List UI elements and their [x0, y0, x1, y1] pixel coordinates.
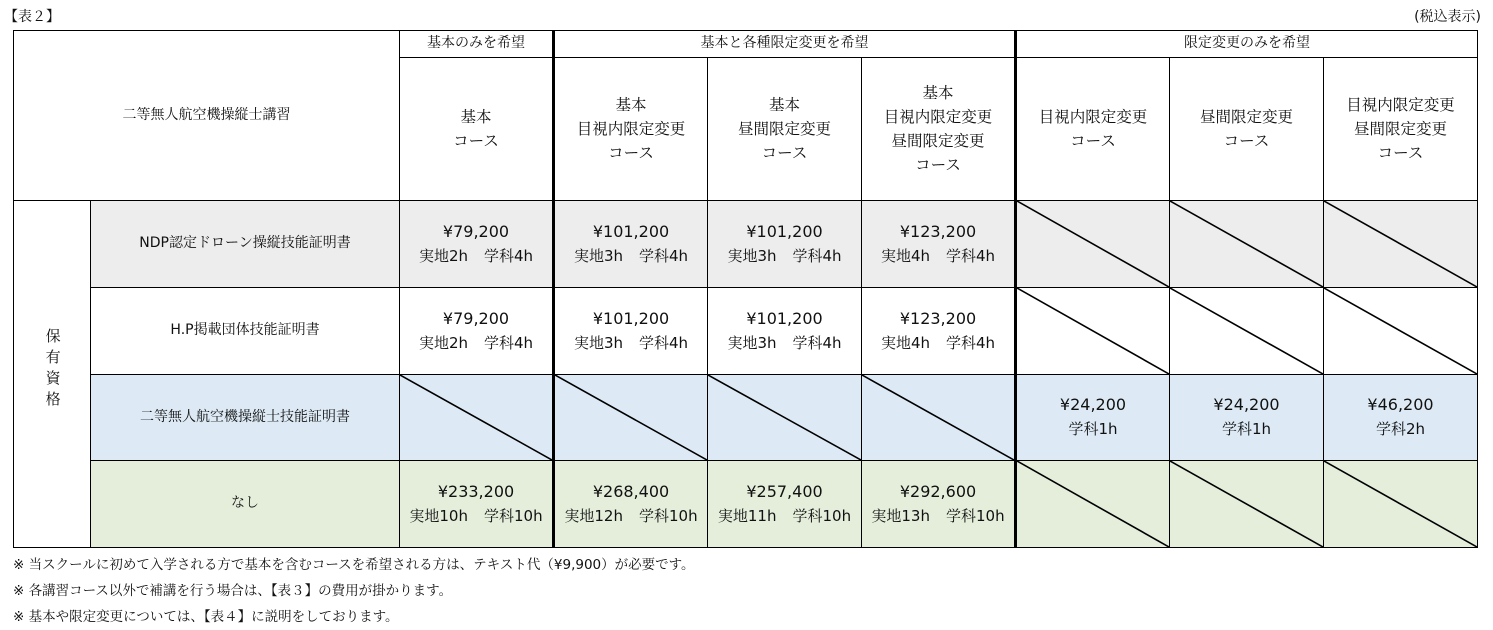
- theory-hours: 学科10h: [792, 506, 852, 525]
- course-header: 目視内限定変更 コース: [1016, 58, 1170, 201]
- theory-hours: 学科1h: [1068, 420, 1118, 439]
- footnote: ※ 当スクールに初めて入学される方で基本を含むコースを希望される方は、テキスト代（¥9,900）が必要です。: [13, 557, 695, 573]
- price-cell: [862, 288, 1016, 375]
- not-applicable-cell: [1324, 201, 1478, 288]
- not-applicable-cell: [1016, 201, 1170, 288]
- row-label: NDP認定ドローン操縦技能証明書: [91, 201, 400, 288]
- price: ¥79,200: [442, 221, 510, 241]
- price-cell: [708, 461, 862, 548]
- practical-hours: 実地10h: [409, 506, 468, 525]
- not-applicable-cell: [1324, 461, 1478, 548]
- price: ¥292,600: [899, 481, 977, 501]
- price: ¥101,200: [592, 308, 670, 328]
- price: ¥101,200: [592, 221, 670, 241]
- course-header: 昼間限定変更 コース: [1170, 58, 1324, 201]
- price-cell: [1016, 375, 1170, 461]
- diagonal-slash: [1017, 288, 1169, 374]
- footnotes: [13, 552, 695, 630]
- diagonal-slash: [1324, 288, 1477, 374]
- theory-hours: 学科4h: [946, 333, 996, 352]
- theory-hours: 学科4h: [484, 333, 534, 352]
- diagonal-slash: [1324, 201, 1477, 287]
- price: ¥101,200: [746, 308, 823, 328]
- not-applicable-cell: [708, 375, 862, 461]
- row-label: 二等無人航空機操縦士技能証明書: [91, 375, 400, 461]
- price-cell: [1324, 375, 1478, 461]
- theory-hours: 学科4h: [792, 333, 842, 352]
- practical-hours: 実地3h: [727, 333, 777, 352]
- price-cell: [554, 461, 708, 548]
- diagonal-slash: [400, 375, 552, 460]
- not-applicable-cell: [554, 375, 708, 461]
- price: ¥79,200: [442, 308, 510, 328]
- table-corner-title: 二等無人航空機操縦士講習: [14, 31, 400, 201]
- side-label: 保有資格: [43, 328, 62, 413]
- theory-hours: 学科2h: [1375, 420, 1426, 439]
- price-cell: [862, 461, 1016, 548]
- theory-hours: 学科10h: [946, 506, 1005, 525]
- not-applicable-cell: [862, 375, 1016, 461]
- price-cell: [708, 288, 862, 375]
- diagonal-slash: [1017, 201, 1169, 287]
- theory-hours: 学科10h: [484, 506, 543, 525]
- theory-hours: 学科4h: [484, 246, 534, 265]
- theory-hours: 学科10h: [639, 506, 698, 525]
- diagonal-slash: [1017, 461, 1169, 547]
- not-applicable-cell: [1324, 288, 1478, 375]
- theory-hours: 学科4h: [792, 246, 842, 265]
- price: ¥101,200: [746, 221, 823, 241]
- course-header: 基本 昼間限定変更 コース: [708, 58, 862, 201]
- tax-note: (税込表示): [1414, 9, 1481, 25]
- not-applicable-cell: [1170, 201, 1324, 288]
- not-applicable-cell: [1170, 461, 1324, 548]
- course-fee-table: [13, 30, 1478, 548]
- not-applicable-cell: [1170, 288, 1324, 375]
- table-label: 【表２】: [4, 9, 60, 25]
- course-header: 基本 目視内限定変更 コース: [554, 58, 708, 201]
- price-cell: [400, 201, 554, 288]
- course-header: 基本 目視内限定変更 昼間限定変更 コース: [862, 58, 1016, 201]
- price-cell: [400, 288, 554, 375]
- footnote: ※ 各講習コース以外で補講を行う場合は、【表３】の費用が掛かります。: [13, 583, 453, 599]
- price: ¥268,400: [592, 481, 670, 501]
- practical-hours: 実地4h: [880, 246, 930, 265]
- course-header: 目視内限定変更 昼間限定変更 コース: [1324, 58, 1478, 201]
- price: ¥24,200: [1059, 395, 1127, 415]
- not-applicable-cell: [400, 375, 554, 461]
- price: ¥123,200: [899, 221, 977, 241]
- practical-hours: 実地2h: [418, 333, 468, 352]
- practical-hours: 実地4h: [880, 333, 930, 352]
- price-cell: [708, 201, 862, 288]
- price-cell: [554, 201, 708, 288]
- practical-hours: 実地3h: [573, 333, 623, 352]
- diagonal-slash: [862, 375, 1014, 460]
- price: ¥123,200: [899, 308, 977, 328]
- price-cell: [1170, 375, 1324, 461]
- practical-hours: 実地2h: [418, 246, 468, 265]
- group-header-basic-only: 基本のみを希望: [400, 31, 554, 58]
- diagonal-slash: [1324, 461, 1477, 547]
- diagonal-slash: [1170, 461, 1323, 547]
- price-cell: [862, 201, 1016, 288]
- not-applicable-cell: [1016, 461, 1170, 548]
- diagonal-slash: [1170, 288, 1323, 374]
- diagonal-slash: [555, 375, 707, 460]
- price: ¥24,200: [1213, 395, 1280, 415]
- group-header-basic-and-limits: 基本と各種限定変更を希望: [554, 31, 1016, 58]
- row-label: なし: [91, 461, 400, 548]
- row-label: H.P掲載団体技能証明書: [91, 288, 400, 375]
- theory-hours: 学科4h: [946, 246, 996, 265]
- price-cell: [554, 288, 708, 375]
- group-header-limits-only: 限定変更のみを希望: [1016, 31, 1478, 58]
- practical-hours: 実地11h: [717, 506, 777, 525]
- footnote: ※ 基本や限定変更については、【表４】に説明をしております。: [13, 609, 399, 625]
- price: ¥46,200: [1367, 395, 1434, 415]
- theory-hours: 学科4h: [639, 333, 689, 352]
- not-applicable-cell: [1016, 288, 1170, 375]
- practical-hours: 実地12h: [564, 506, 623, 525]
- theory-hours: 学科1h: [1221, 420, 1272, 439]
- practical-hours: 実地3h: [727, 246, 777, 265]
- diagonal-slash: [708, 375, 861, 460]
- price-cell: [400, 461, 554, 548]
- diagonal-slash: [1170, 201, 1323, 287]
- side-label-cell: [14, 201, 91, 548]
- price: ¥233,200: [437, 481, 515, 501]
- theory-hours: 学科4h: [639, 246, 689, 265]
- price: ¥257,400: [746, 481, 823, 501]
- practical-hours: 実地3h: [573, 246, 623, 265]
- practical-hours: 実地13h: [871, 506, 930, 525]
- course-header: 基本 コース: [400, 58, 554, 201]
